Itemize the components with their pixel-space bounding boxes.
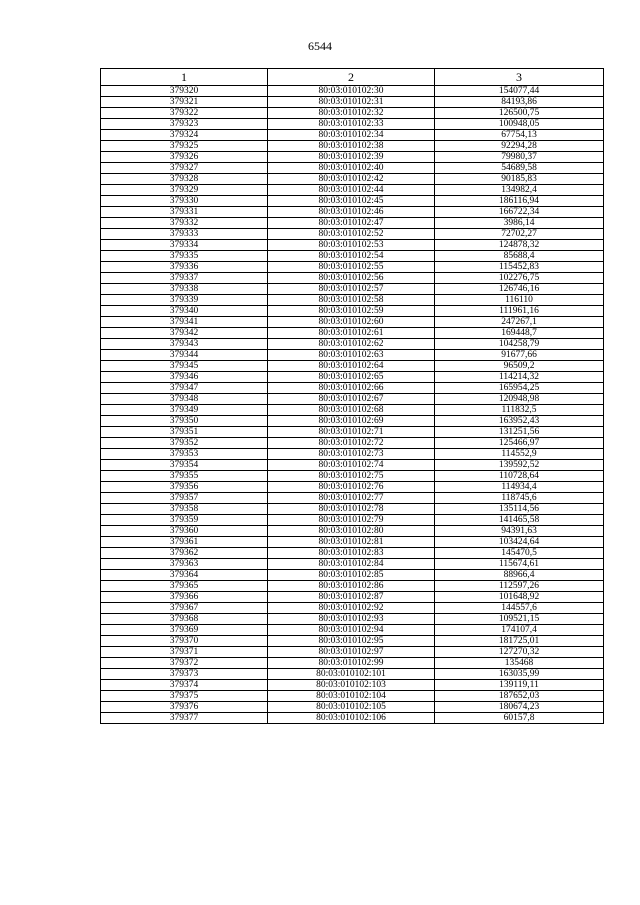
cadastral-number-cell: 80:03:010102:68	[268, 405, 435, 416]
row-number-cell: 379354	[101, 460, 268, 471]
row-number-cell: 379331	[101, 207, 268, 218]
table-body	[101, 86, 604, 724]
value-cell: 174107,4	[435, 625, 604, 636]
cadastral-number-cell: 80:03:010102:65	[268, 372, 435, 383]
value-cell: 126500,75	[435, 108, 604, 119]
row-number-cell: 379348	[101, 394, 268, 405]
value-cell: 144557,6	[435, 603, 604, 614]
row-number-cell: 379333	[101, 229, 268, 240]
cadastral-number-cell: 80:03:010102:69	[268, 416, 435, 427]
cadastral-number-cell: 80:03:010102:105	[268, 702, 435, 713]
table-row	[101, 240, 604, 251]
table-row	[101, 262, 604, 273]
cadastral-number-cell: 80:03:010102:47	[268, 218, 435, 229]
column-header-2: 2	[268, 69, 435, 86]
row-number-cell: 379342	[101, 328, 268, 339]
row-number-cell: 379345	[101, 361, 268, 372]
value-cell: 103424,64	[435, 537, 604, 548]
cadastral-number-cell: 80:03:010102:79	[268, 515, 435, 526]
row-number-cell: 379343	[101, 339, 268, 350]
column-header-3: 3	[435, 69, 604, 86]
row-number-cell: 379338	[101, 284, 268, 295]
row-number-cell: 379356	[101, 482, 268, 493]
row-number-cell: 379359	[101, 515, 268, 526]
value-cell: 145470,5	[435, 548, 604, 559]
cadastral-number-cell: 80:03:010102:56	[268, 273, 435, 284]
table-row	[101, 361, 604, 372]
cadastral-number-cell: 80:03:010102:46	[268, 207, 435, 218]
value-cell: 67754,13	[435, 130, 604, 141]
table-row	[101, 449, 604, 460]
table-row	[101, 251, 604, 262]
cadastral-number-cell: 80:03:010102:42	[268, 174, 435, 185]
value-cell: 124878,32	[435, 240, 604, 251]
cadastral-number-cell: 80:03:010102:58	[268, 295, 435, 306]
cadastral-number-cell: 80:03:010102:66	[268, 383, 435, 394]
row-number-cell: 379371	[101, 647, 268, 658]
value-cell: 120948,98	[435, 394, 604, 405]
table-row	[101, 493, 604, 504]
row-number-cell: 379329	[101, 185, 268, 196]
row-number-cell: 379335	[101, 251, 268, 262]
table-row	[101, 691, 604, 702]
value-cell: 3986,14	[435, 218, 604, 229]
row-number-cell: 379364	[101, 570, 268, 581]
cadastral-number-cell: 80:03:010102:38	[268, 141, 435, 152]
cadastral-number-cell: 80:03:010102:95	[268, 636, 435, 647]
row-number-cell: 379374	[101, 680, 268, 691]
row-number-cell: 379336	[101, 262, 268, 273]
table-row	[101, 328, 604, 339]
cadastral-number-cell: 80:03:010102:71	[268, 427, 435, 438]
row-number-cell: 379351	[101, 427, 268, 438]
cadastral-number-cell: 80:03:010102:44	[268, 185, 435, 196]
cadastral-number-cell: 80:03:010102:63	[268, 350, 435, 361]
cadastral-number-cell: 80:03:010102:77	[268, 493, 435, 504]
table-row	[101, 658, 604, 669]
cadastral-number-cell: 80:03:010102:53	[268, 240, 435, 251]
value-cell: 109521,15	[435, 614, 604, 625]
row-number-cell: 379360	[101, 526, 268, 537]
table-row	[101, 592, 604, 603]
table-row	[101, 427, 604, 438]
value-cell: 102276,75	[435, 273, 604, 284]
value-cell: 115452,83	[435, 262, 604, 273]
value-cell: 92294,28	[435, 141, 604, 152]
value-cell: 127270,32	[435, 647, 604, 658]
row-number-cell: 379322	[101, 108, 268, 119]
value-cell: 139592,52	[435, 460, 604, 471]
row-number-cell: 379372	[101, 658, 268, 669]
page-number: 6544	[308, 39, 332, 53]
cadastral-number-cell: 80:03:010102:84	[268, 559, 435, 570]
table-row	[101, 229, 604, 240]
table-row	[101, 97, 604, 108]
value-cell: 163035,99	[435, 669, 604, 680]
value-cell: 104258,79	[435, 339, 604, 350]
value-cell: 163952,43	[435, 416, 604, 427]
value-cell: 139119,11	[435, 680, 604, 691]
value-cell: 169448,7	[435, 328, 604, 339]
row-number-cell: 379337	[101, 273, 268, 284]
value-cell: 114552,9	[435, 449, 604, 460]
value-cell: 166722,34	[435, 207, 604, 218]
value-cell: 90185,83	[435, 174, 604, 185]
cadastral-number-cell: 80:03:010102:59	[268, 306, 435, 317]
row-number-cell: 379327	[101, 163, 268, 174]
table-row	[101, 119, 604, 130]
cadastral-number-cell: 80:03:010102:86	[268, 581, 435, 592]
cadastral-number-cell: 80:03:010102:55	[268, 262, 435, 273]
cadastral-number-cell: 80:03:010102:60	[268, 317, 435, 328]
value-cell: 125466,97	[435, 438, 604, 449]
cadastral-number-cell: 80:03:010102:34	[268, 130, 435, 141]
row-number-cell: 379341	[101, 317, 268, 328]
table-row	[101, 383, 604, 394]
table-row	[101, 702, 604, 713]
cadastral-number-cell: 80:03:010102:40	[268, 163, 435, 174]
table-row	[101, 306, 604, 317]
table-row	[101, 372, 604, 383]
value-cell: 141465,58	[435, 515, 604, 526]
row-number-cell: 379366	[101, 592, 268, 603]
row-number-cell: 379361	[101, 537, 268, 548]
value-cell: 114934,4	[435, 482, 604, 493]
value-cell: 91677,66	[435, 350, 604, 361]
cadastral-number-cell: 80:03:010102:31	[268, 97, 435, 108]
row-number-cell: 379375	[101, 691, 268, 702]
value-cell: 111832,5	[435, 405, 604, 416]
table-row	[101, 581, 604, 592]
table-row	[101, 317, 604, 328]
value-cell: 72702,27	[435, 229, 604, 240]
row-number-cell: 379373	[101, 669, 268, 680]
table-row	[101, 196, 604, 207]
table-row	[101, 218, 604, 229]
value-cell: 110728,64	[435, 471, 604, 482]
cadastral-number-cell: 80:03:010102:93	[268, 614, 435, 625]
row-number-cell: 379349	[101, 405, 268, 416]
value-cell: 115674,61	[435, 559, 604, 570]
cadastral-number-cell: 80:03:010102:103	[268, 680, 435, 691]
table-row	[101, 614, 604, 625]
row-number-cell: 379362	[101, 548, 268, 559]
value-cell: 60157,8	[435, 713, 604, 724]
row-number-cell: 379340	[101, 306, 268, 317]
value-cell: 54689,58	[435, 163, 604, 174]
table-row	[101, 141, 604, 152]
cadastral-number-cell: 80:03:010102:99	[268, 658, 435, 669]
cadastral-number-cell: 80:03:010102:45	[268, 196, 435, 207]
row-number-cell: 379332	[101, 218, 268, 229]
row-number-cell: 379358	[101, 504, 268, 515]
row-number-cell: 379365	[101, 581, 268, 592]
row-number-cell: 379326	[101, 152, 268, 163]
row-number-cell: 379368	[101, 614, 268, 625]
table-row	[101, 130, 604, 141]
table-row	[101, 438, 604, 449]
row-number-cell: 379357	[101, 493, 268, 504]
cadastral-number-cell: 80:03:010102:74	[268, 460, 435, 471]
table-row	[101, 515, 604, 526]
value-cell: 94391,63	[435, 526, 604, 537]
value-cell: 131251,56	[435, 427, 604, 438]
row-number-cell: 379353	[101, 449, 268, 460]
cadastral-number-cell: 80:03:010102:52	[268, 229, 435, 240]
table-row	[101, 350, 604, 361]
cadastral-number-cell: 80:03:010102:64	[268, 361, 435, 372]
cadastral-number-cell: 80:03:010102:33	[268, 119, 435, 130]
value-cell: 187652,03	[435, 691, 604, 702]
cadastral-number-cell: 80:03:010102:76	[268, 482, 435, 493]
cadastral-number-cell: 80:03:010102:78	[268, 504, 435, 515]
value-cell: 181725,01	[435, 636, 604, 647]
cadastral-number-cell: 80:03:010102:61	[268, 328, 435, 339]
row-number-cell: 379344	[101, 350, 268, 361]
table-row	[101, 603, 604, 614]
value-cell: 111961,16	[435, 306, 604, 317]
cadastral-number-cell: 80:03:010102:81	[268, 537, 435, 548]
cadastral-number-cell: 80:03:010102:106	[268, 713, 435, 724]
row-number-cell: 379320	[101, 86, 268, 97]
row-number-cell: 379367	[101, 603, 268, 614]
table-row	[101, 680, 604, 691]
table-row	[101, 416, 604, 427]
value-cell: 84193,86	[435, 97, 604, 108]
table-row	[101, 482, 604, 493]
cadastral-number-cell: 80:03:010102:73	[268, 449, 435, 460]
row-number-cell: 379355	[101, 471, 268, 482]
table-row	[101, 108, 604, 119]
value-cell: 118745,6	[435, 493, 604, 504]
cadastral-number-cell: 80:03:010102:54	[268, 251, 435, 262]
value-cell: 186116,94	[435, 196, 604, 207]
value-cell: 126746,16	[435, 284, 604, 295]
cadastral-number-cell: 80:03:010102:85	[268, 570, 435, 581]
row-number-cell: 379369	[101, 625, 268, 636]
table-row	[101, 185, 604, 196]
table-row	[101, 537, 604, 548]
row-number-cell: 379346	[101, 372, 268, 383]
value-cell: 112597,26	[435, 581, 604, 592]
cadastral-number-cell: 80:03:010102:32	[268, 108, 435, 119]
table-row	[101, 152, 604, 163]
table-row	[101, 625, 604, 636]
value-cell: 88966,4	[435, 570, 604, 581]
cadastral-number-cell: 80:03:010102:80	[268, 526, 435, 537]
table-row	[101, 273, 604, 284]
cadastral-number-cell: 80:03:010102:83	[268, 548, 435, 559]
value-cell: 247267,1	[435, 317, 604, 328]
table-row	[101, 86, 604, 97]
row-number-cell: 379347	[101, 383, 268, 394]
value-cell: 135468	[435, 658, 604, 669]
row-number-cell: 379323	[101, 119, 268, 130]
table-header	[101, 69, 604, 86]
value-cell: 180674,23	[435, 702, 604, 713]
cadastral-number-cell: 80:03:010102:92	[268, 603, 435, 614]
value-cell: 100948,05	[435, 119, 604, 130]
cadastral-number-cell: 80:03:010102:62	[268, 339, 435, 350]
table-row	[101, 163, 604, 174]
value-cell: 114214,32	[435, 372, 604, 383]
cadastral-number-cell: 80:03:010102:39	[268, 152, 435, 163]
table-row	[101, 526, 604, 537]
cadastral-number-cell: 80:03:010102:30	[268, 86, 435, 97]
value-cell: 96509,2	[435, 361, 604, 372]
table-row	[101, 471, 604, 482]
table-row	[101, 284, 604, 295]
cadastral-number-cell: 80:03:010102:97	[268, 647, 435, 658]
cadastral-number-cell: 80:03:010102:87	[268, 592, 435, 603]
value-cell: 165954,25	[435, 383, 604, 394]
cadastral-number-cell: 80:03:010102:72	[268, 438, 435, 449]
row-number-cell: 379324	[101, 130, 268, 141]
table-row	[101, 669, 604, 680]
cadastral-number-cell: 80:03:010102:57	[268, 284, 435, 295]
table-row	[101, 647, 604, 658]
table-row	[101, 570, 604, 581]
row-number-cell: 379321	[101, 97, 268, 108]
cadastral-number-cell: 80:03:010102:75	[268, 471, 435, 482]
table-row	[101, 636, 604, 647]
column-header-1: 1	[101, 69, 268, 86]
table-row	[101, 405, 604, 416]
table-row	[101, 460, 604, 471]
table-row	[101, 295, 604, 306]
cadastral-number-cell: 80:03:010102:94	[268, 625, 435, 636]
table-row	[101, 504, 604, 515]
table-row	[101, 174, 604, 185]
value-cell: 154077,44	[435, 86, 604, 97]
table-row	[101, 207, 604, 218]
value-cell: 85688,4	[435, 251, 604, 262]
header-row	[101, 69, 604, 86]
row-number-cell: 379352	[101, 438, 268, 449]
row-number-cell: 379334	[101, 240, 268, 251]
table-row	[101, 339, 604, 350]
value-cell: 135114,56	[435, 504, 604, 515]
value-cell: 79980,37	[435, 152, 604, 163]
row-number-cell: 379350	[101, 416, 268, 427]
row-number-cell: 379377	[101, 713, 268, 724]
cadastral-number-cell: 80:03:010102:101	[268, 669, 435, 680]
row-number-cell: 379376	[101, 702, 268, 713]
row-number-cell: 379325	[101, 141, 268, 152]
row-number-cell: 379328	[101, 174, 268, 185]
table-row	[101, 713, 604, 724]
table-row	[101, 548, 604, 559]
row-number-cell: 379330	[101, 196, 268, 207]
cadastral-number-cell: 80:03:010102:104	[268, 691, 435, 702]
row-number-cell: 379370	[101, 636, 268, 647]
value-cell: 134982,4	[435, 185, 604, 196]
value-cell: 101648,92	[435, 592, 604, 603]
cadastral-number-cell: 80:03:010102:67	[268, 394, 435, 405]
row-number-cell: 379363	[101, 559, 268, 570]
table-row	[101, 559, 604, 570]
table-row	[101, 394, 604, 405]
data-table	[100, 68, 604, 724]
value-cell: 116110	[435, 295, 604, 306]
row-number-cell: 379339	[101, 295, 268, 306]
